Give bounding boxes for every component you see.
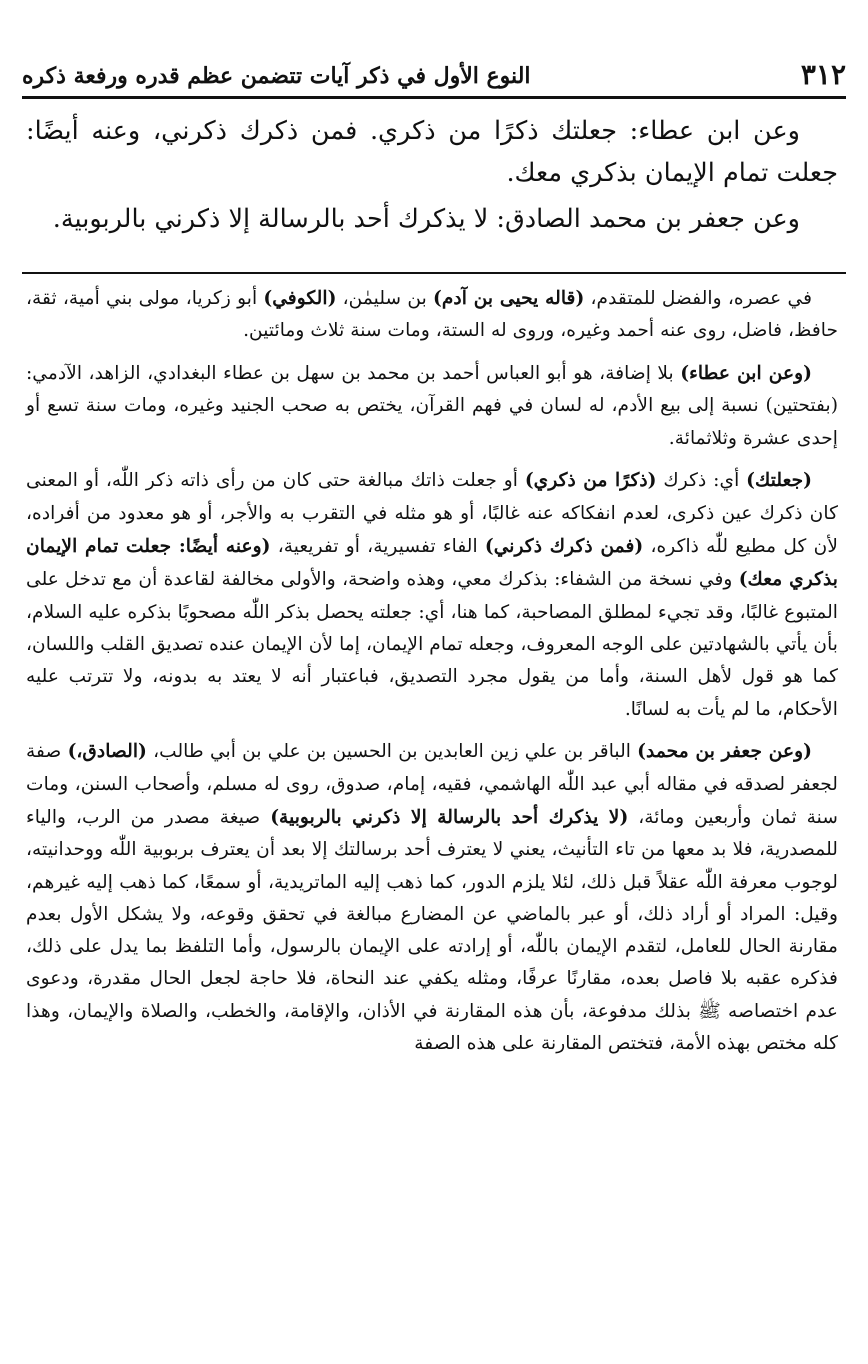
commentary-segment: أي: ذكرك: [656, 470, 747, 492]
commentary-quote: (قاله يحيى بن آدم): [433, 287, 585, 309]
commentary-segment: في عصره، والفضل للمتقدم،: [584, 288, 813, 309]
commentary-paragraph: [26, 282, 838, 348]
main-text-paragraph: وعن ابن عطاء: جعلتك ذكرًا من ذكري. فمن ذكرك ذكرني، وعنه أيضًا: جعلت تمام الإيمان بذكري معك.: [26, 116, 838, 188]
commentary-quote: (لا يذكرك أحد بالرسالة إلا ذكرني بالربوبية): [270, 805, 629, 828]
commentary-quote: (ذكرًا من ذكري): [524, 469, 657, 492]
page-header: [22, 52, 846, 92]
running-title: النوع الأول في ذكر آيات تتضمن عظم قدره ورفعة ذكره: [22, 63, 531, 89]
commentary-segment: صفة لجعفر لصدقه في مقاله أبي عبد اللّٰه الهاشمي، فقيه، إمام، صدوق، روى له مسلم، وأصحاب السنن، ومات سنة ثمان وأربعين ومائة،: [26, 741, 838, 828]
commentary-quote: (وعن ابن عطاء): [680, 362, 812, 385]
main-text: [26, 110, 838, 244]
commentary-paragraph: [26, 464, 838, 725]
commentary-quote: (الصادق،): [67, 740, 147, 763]
commentary-segment: بلا إضافة، هو أبو العباس أحمد بن محمد بن سهل بن عطاء البغدادي، الزاهد، الآدمي: (بفتحتين) نسبة إلى بيع الأدم، له لسان في فهم القرآن، يختص به صحب الجنيد وغيره، ومات سنة تسع أو إحدى عشرة وثلاثمائة.: [26, 363, 838, 449]
main-text-paragraph: وعن جعفر بن محمد الصادق: لا يذكرك أحد بالرسالة إلا ذكرني بالربوبية.: [52, 204, 800, 234]
commentary-segment: أو جعلت ذاتك مبالغة حتى كان من رأى ذاته ذكر اللّٰه، أو المعنى كان ذكرك عين ذكرى، لعدم انفكاكه عنه غالبًا، أو هو مثله في التقرب به والأجر، أو هو معدود من أفراده، لأن كل مطيع للّٰه ذاكره،: [26, 470, 838, 558]
commentary-separator: [22, 272, 846, 274]
commentary-quote: (فمن ذكرك ذكرني): [484, 535, 644, 558]
commentary-quote: (وعن جعفر بن محمد): [637, 740, 813, 763]
commentary-quote: (جعلتك): [746, 469, 812, 492]
page-number: ٣١٢: [800, 58, 846, 91]
commentary-text: [26, 282, 838, 1070]
commentary-paragraph: [26, 735, 838, 1060]
commentary-segment: بن سليمٰن،: [336, 288, 433, 309]
commentary-segment: أبو زكريا، مولى بني أمية، ثقة، حافظ، فاضل، روى عنه أحمد وغيره، وروى له الستة، ومات سنة ثلاث ومائتين.: [26, 288, 838, 342]
commentary-quote: (وعنه أيضًا: جعلت تمام الإيمان بذكري معك): [26, 535, 839, 591]
header-rule: [22, 96, 846, 99]
commentary-paragraph: [26, 357, 838, 455]
commentary-segment: وفي نسخة من الشفاء: بذكرك معي، وهذه واضحة، والأولى مخالفة لقاعدة أن مع تدخل على المتبوع غالبًا، وقد تجيء لمطلق المصاحبة، كما هنا، أي: جعلته يحصل بذكر اللّٰه مصحوبًا بذكره عليه السلام، بأن يأتي بالشهادتين على الوجه المعروف، وجعله تمام الإيمان، إما لأن الإيمان عنده تصديق القلب واللسان، كما هو قول لأهل السنة، وأما من يقول مجرد التصديق، فباعتبار أنه لا يعتد به بدونه، ولا تترتب عليه الأحكام، ما لم يأت به لسانًا.: [26, 569, 838, 720]
commentary-segment: الباقر بن علي زين العابدين بن الحسين بن علي بن أبي طالب،: [146, 741, 638, 763]
commentary-segment: صيغة مصدر من الرب، والياء للمصدرية، فلا بد معها من تاء التأنيث، يعني لا يعترف أحد برسالتك إلا بعد أن يعترف بربوبية اللّٰه ووحدانيته، لوجوب معرفة اللّٰه عقلاً قبل ذلك، لئلا يلزم الدور، كما ذهب إليه الماتريدية، أو سمعًا، كما ذهب إليه غيرهم، وقيل: المراد أو أراد ذلك، أو عبر بالماضي عن المضارع مبالغة في تحقق وقوعه، ولا يشكل الأول بعدم مقارنة الحال للعامل، لتقدم الإيمان باللّٰه، أو إرادته على الإيمان بالرسول، وأما التلفظ بما يدل على ذلك، فذكره عقبه بلا فاصل بعده، مقارنًا عرفًا، ومثله يكفي عند النحاة، فلا حاجة لجعل الحال مقدرة، ودعوى عدم اختصاصه ﷺ بذلك مدفوعة، بأن هذه المقارنة في الأذان، والإقامة، والخطب، والصلاة والإيمان، وهذا كله مختص بهذه الأمة، فتختص المقارنة على هذه الصفة: [26, 806, 838, 1055]
commentary-quote: (الكوفي): [263, 287, 337, 309]
commentary-segment: الفاء تفسيرية، أو تفريعية،: [270, 536, 485, 558]
